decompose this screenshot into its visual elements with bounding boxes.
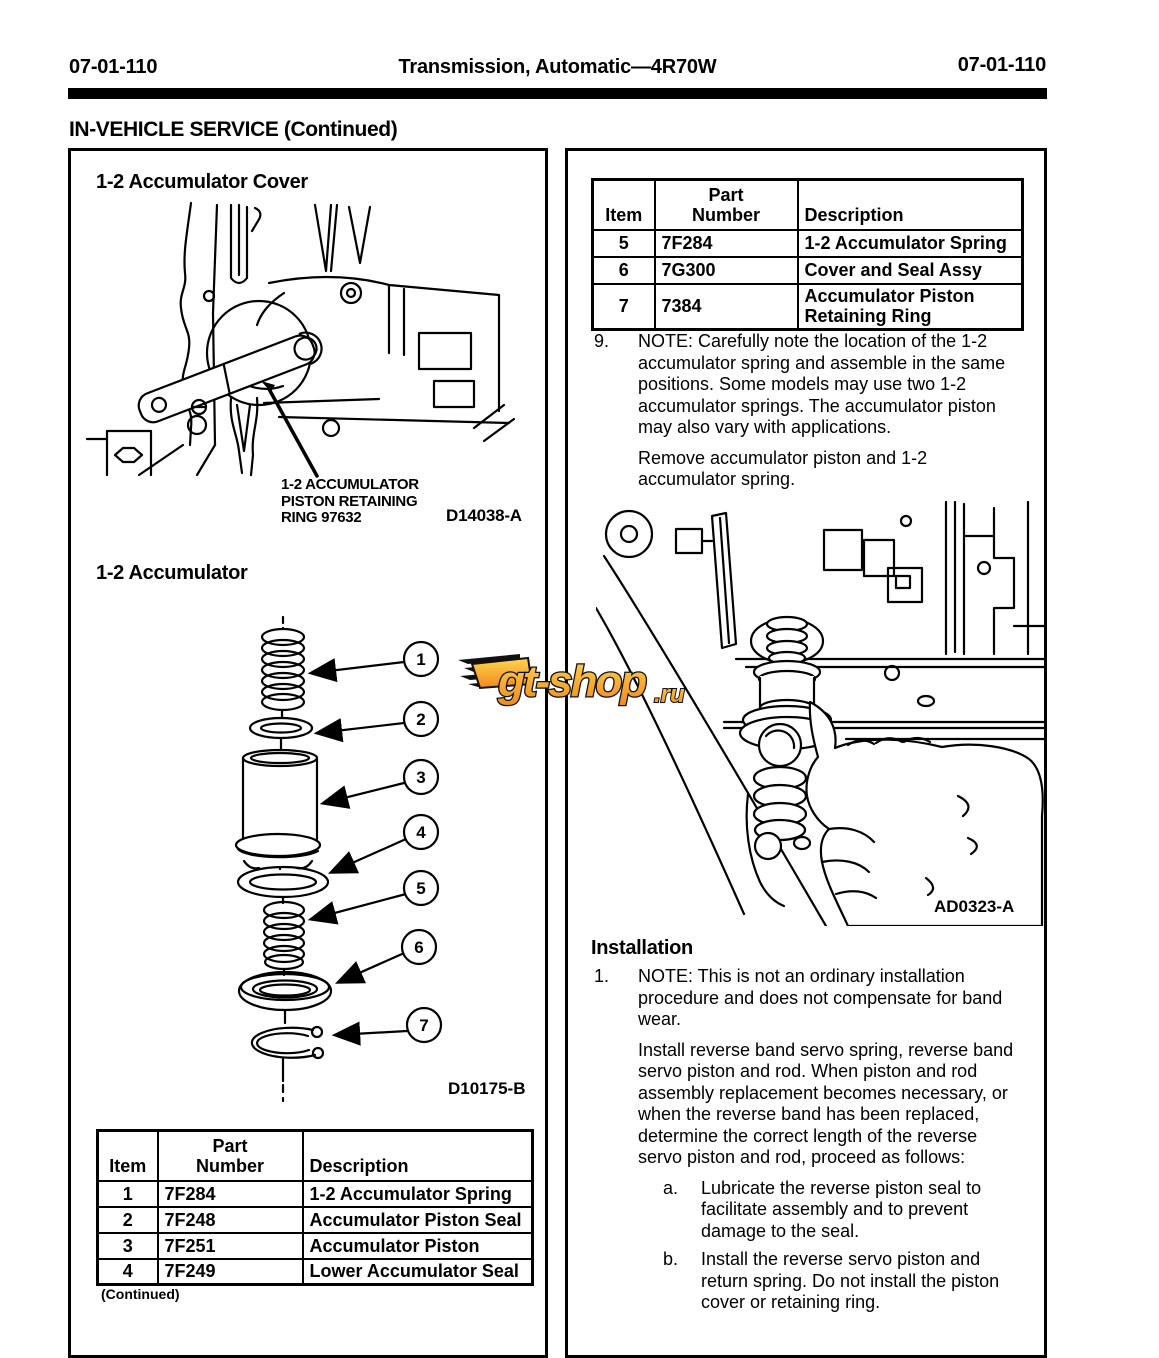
figure-cover-title: 1-2 Accumulator Cover [96,171,308,193]
watermark-text: gt-shop [498,657,646,706]
table-row [98,1207,533,1233]
cell-item: 1 [98,1181,158,1207]
cell-part-number: 7F249 [158,1259,303,1285]
right-panel [565,148,1047,1358]
cell-part-number: 7384 [655,284,798,330]
cell-item: 3 [98,1233,158,1259]
step-9-text: Remove accumulator piston and 1-2 accumulator spring. [638,447,928,489]
callout-3-number: 3 [416,768,426,787]
table-header-row [98,1131,533,1181]
column-header-item: Item [98,1131,158,1181]
page-number-right: 07-01-110 [957,54,1046,76]
cell-part-number: 7F248 [158,1207,303,1233]
sub-step-letter: a. [663,1177,679,1198]
step-9-note: NOTE: Carefully note the location of the 1-2 accumulator spring and assemble in the same positions. Some models may use two 1-2 accumulator springs. The accumulator piston may also vary with applications. [638,331,1006,437]
figure-hand-code: AD0323-A [934,897,1015,916]
parts-table-items-5-7 [591,178,1024,331]
table-continued-note: (Continued) [101,1286,180,1302]
column-header-part-number: Part Number [158,1131,303,1181]
cell-part-number: 7F251 [158,1233,303,1259]
cell-description: Accumulator Piston [303,1233,533,1259]
step-number: 1. [594,966,610,986]
cell-part-number: 7G300 [655,257,798,284]
callout-7-number: 7 [419,1016,429,1035]
callout-6-number: 6 [414,938,424,957]
figure-exploded-code: D10175-B [448,1079,526,1098]
callout-4-number: 4 [416,823,426,842]
left-panel [68,148,548,1358]
callout-2-number: 2 [416,710,426,729]
table-row [593,230,1023,257]
installation-step-1 [594,966,1023,1321]
step-9 [594,331,1023,500]
sub-step-a-text: Lubricate the reverse piston seal to facilitate assembly and to prevent damage to the seal. [701,1177,982,1241]
column-header-part-number: Part Number [655,180,798,230]
section-title: IN-VEHICLE SERVICE (Continued) [69,118,398,141]
installation-heading: Installation [591,937,693,959]
table-header-row [593,180,1023,230]
sub-step-a [663,1178,1023,1243]
column-header-description: Description [303,1131,533,1181]
sub-step-b [663,1249,1023,1314]
installation-body: Install reverse band servo spring, reverse band servo piston and rod. When piston and rod assembly replacement becomes necessary, or when the reverse band has been replaced, determine the correct length of the reverse servo piston and rod, proceed as follows: [638,1039,1014,1167]
table-row [98,1259,533,1285]
cell-description: Accumulator Piston Seal [303,1207,533,1233]
cell-description: Accumulator Piston Retaining Ring [798,284,1023,330]
cell-item: 5 [593,230,655,257]
page-title: Transmission, Automatic—4R70W [398,56,717,78]
header-rule [68,88,1047,99]
watermark-suffix: .ru [654,681,685,708]
callout-1-number: 1 [416,650,426,669]
figure-cover-code: D14038-A [446,506,522,525]
cell-item: 4 [98,1259,158,1285]
callout-label-line3: RING 97632 [281,509,362,526]
cell-item: 2 [98,1207,158,1233]
cell-item: 6 [593,257,655,284]
callout-label-line2: PISTON RETAINING [281,492,418,510]
column-header-description: Description [798,180,1023,230]
sub-step-letter: b. [663,1249,679,1269]
gt-shop-watermark-logo [458,644,703,712]
cell-part-number: 7F284 [158,1181,303,1207]
cell-description: Lower Accumulator Seal [303,1259,533,1285]
cell-part-number: 7F284 [655,230,798,257]
table-row [593,284,1023,330]
cell-description: 1-2 Accumulator Spring [303,1181,533,1207]
cell-description: Cover and Seal Assy [798,257,1023,284]
cell-item: 7 [593,284,655,330]
figure-exploded-title: 1-2 Accumulator [96,562,248,584]
table-row [98,1233,533,1259]
installation-note: NOTE: This is not an ordinary installation procedure and does not compensate for band wear. [638,966,1003,1029]
step-number: 9. [594,331,610,351]
table-row [593,257,1023,284]
table-row [98,1181,533,1207]
gt-shop-watermark [458,644,703,712]
sub-step-b-text: Install the reverse servo piston and return spring. Do not install the piston cover or retaining ring. [701,1249,1000,1312]
figure-cover-callout-label [281,477,419,527]
figure-accumulator-cover [79,193,549,483]
column-header-item: Item [593,180,655,230]
parts-table-items-1-4 [96,1129,534,1286]
cell-description: 1-2 Accumulator Spring [798,230,1023,257]
callout-label-line1: 1-2 ACCUMULATOR [281,476,419,493]
callout-5-number: 5 [416,879,426,898]
page-number-left: 07-01-110 [69,56,158,78]
